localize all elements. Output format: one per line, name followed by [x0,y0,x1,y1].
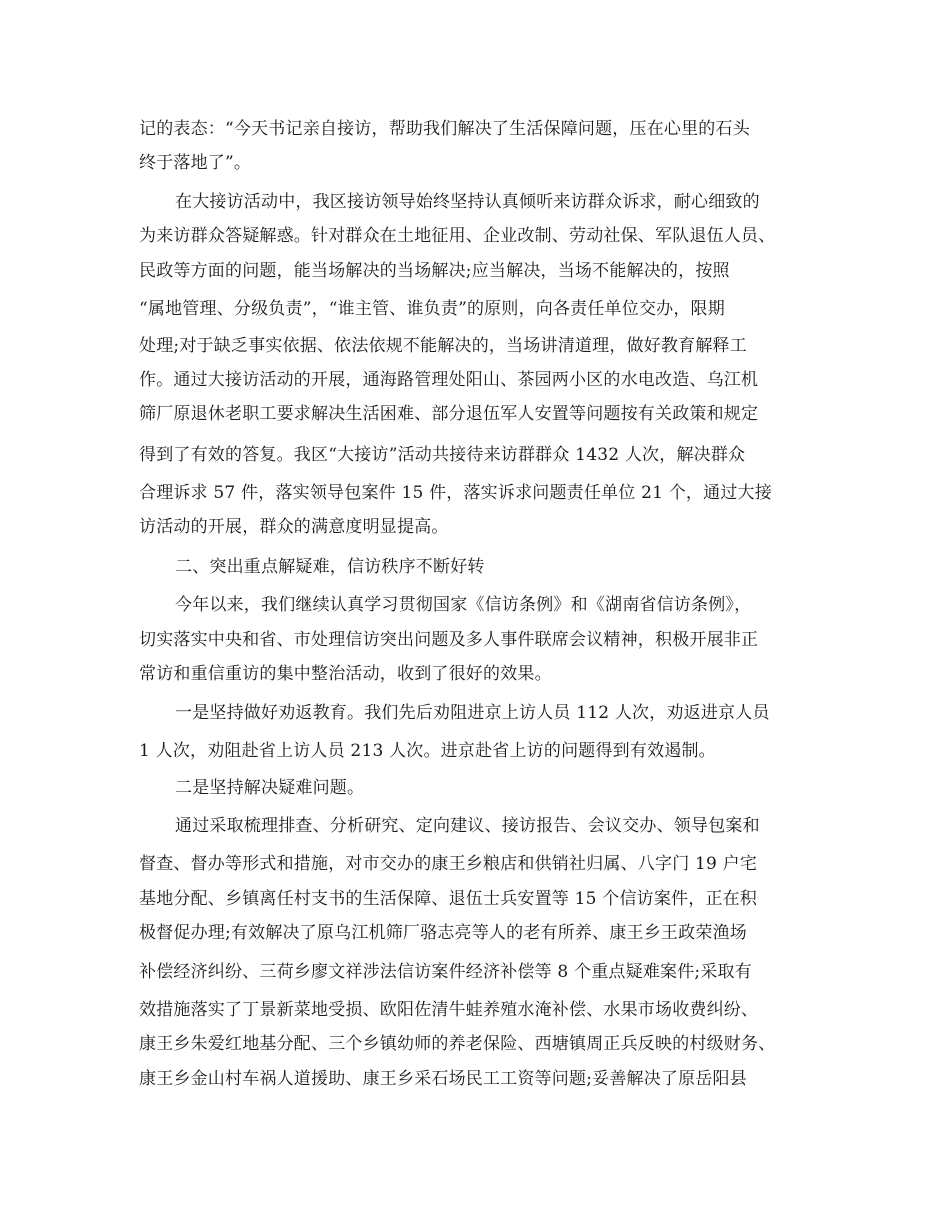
text-line: 基地分配、乡镇离任村支书的生活保障、退伍士兵安置等 15 个信访案件，正在积 [139,889,758,909]
text-line: 康王乡朱爱红地基分配、三个乡镇幼师的养老保险、西塘镇周正兵反映的村级财务、 [139,1034,776,1054]
text-line: 效措施落实了丁景新菜地受损、欧阳佐清牛蛙养殖水淹补偿、水果市场收费纠纷、 [139,1000,759,1020]
paragraph-line: 一是坚持做好劝返教育。我们先后劝阻进京上访人员 112 人次，劝返进京人员 [175,703,770,723]
text-line: 补偿经济纠纷、三荷乡廖文祥涉法信访案件经济补偿等 8 个重点疑难案件;采取有 [139,962,752,982]
text-line: 访活动的开展，群众的满意度明显提高。 [139,517,449,537]
text-line: 终于落地了”。 [139,153,252,173]
text-line: 处理;对于缺乏事实依据、依法依规不能解决的，当场讲清道理，做好教育解释工 [139,336,747,356]
text-line: 记的表态：“今天书记亲自接访，帮助我们解决了生活保障问题，压在心里的石头 [139,119,750,139]
text-line: 切实落实中央和省、市处理信访突出问题及多人事件联席会议精神，积极开展非正 [139,630,759,650]
text-line: 督查、督办等形式和措施，对市交办的康王乡粮店和供销社归属、八字门 19 户宅 [139,854,758,874]
paragraph-line: 在大接访活动中，我区接访领导始终坚持认真倾听来访群众诉求，耐心细致的 [175,192,760,212]
paragraph-line: 二是坚持解决疑难问题。 [175,778,365,798]
text-line: 得到了有效的答复。我区“大接访”活动共接待来访群群众 1432 人次，解决群众 [139,445,746,465]
section-heading: 二、突出重点解疑难，信访秩序不断好转 [175,557,485,577]
text-line: 民政等方面的问题，能当场解决的当场解决;应当解决，当场不能解决的，按照 [139,261,730,281]
paragraph-line: 今年以来，我们继续认真学习贯彻国家《信访条例》和《湖南省信访条例》， [175,595,752,615]
text-line: 合理诉求 57 件，落实领导包案件 15 件，落实诉求问题责任单位 21 个，通过大接 [139,483,772,503]
text-line: 作。通过大接访活动的开展，通海路管理处阳山、茶园两小区的水电改造、乌江机 [139,370,759,390]
text-line: 1 人次，劝阻赴省上访人员 213 人次。进京赴省上访的问题得到有效遏制。 [139,741,716,761]
text-line: “属地管理、分级负责”，“谁主管、谁负责”的原则，向各责任单位交办，限期 [139,299,725,319]
text-line: 为来访群众答疑解惑。针对群众在土地征用、企业改制、劳动社保、军队退伍人员、 [139,226,776,246]
text-line: 康王乡金山村车祸人道援助、康王乡采石场民工工资等问题;妥善解决了原岳阳县 [139,1069,747,1089]
text-line: 极督促办理;有效解决了原乌江机筛厂骆志亮等人的老有所养、康王乡王政荣渔场 [139,923,747,943]
paragraph-line: 通过采取梳理排查、分析研究、定向建议、接访报告、会议交办、领导包案和 [175,816,760,836]
text-line: 筛厂原退休老职工要求解决生活困难、部分退伍军人安置等问题按有关政策和规定 [139,404,759,424]
text-line: 常访和重信重访的集中整治活动，收到了很好的效果。 [139,664,552,684]
